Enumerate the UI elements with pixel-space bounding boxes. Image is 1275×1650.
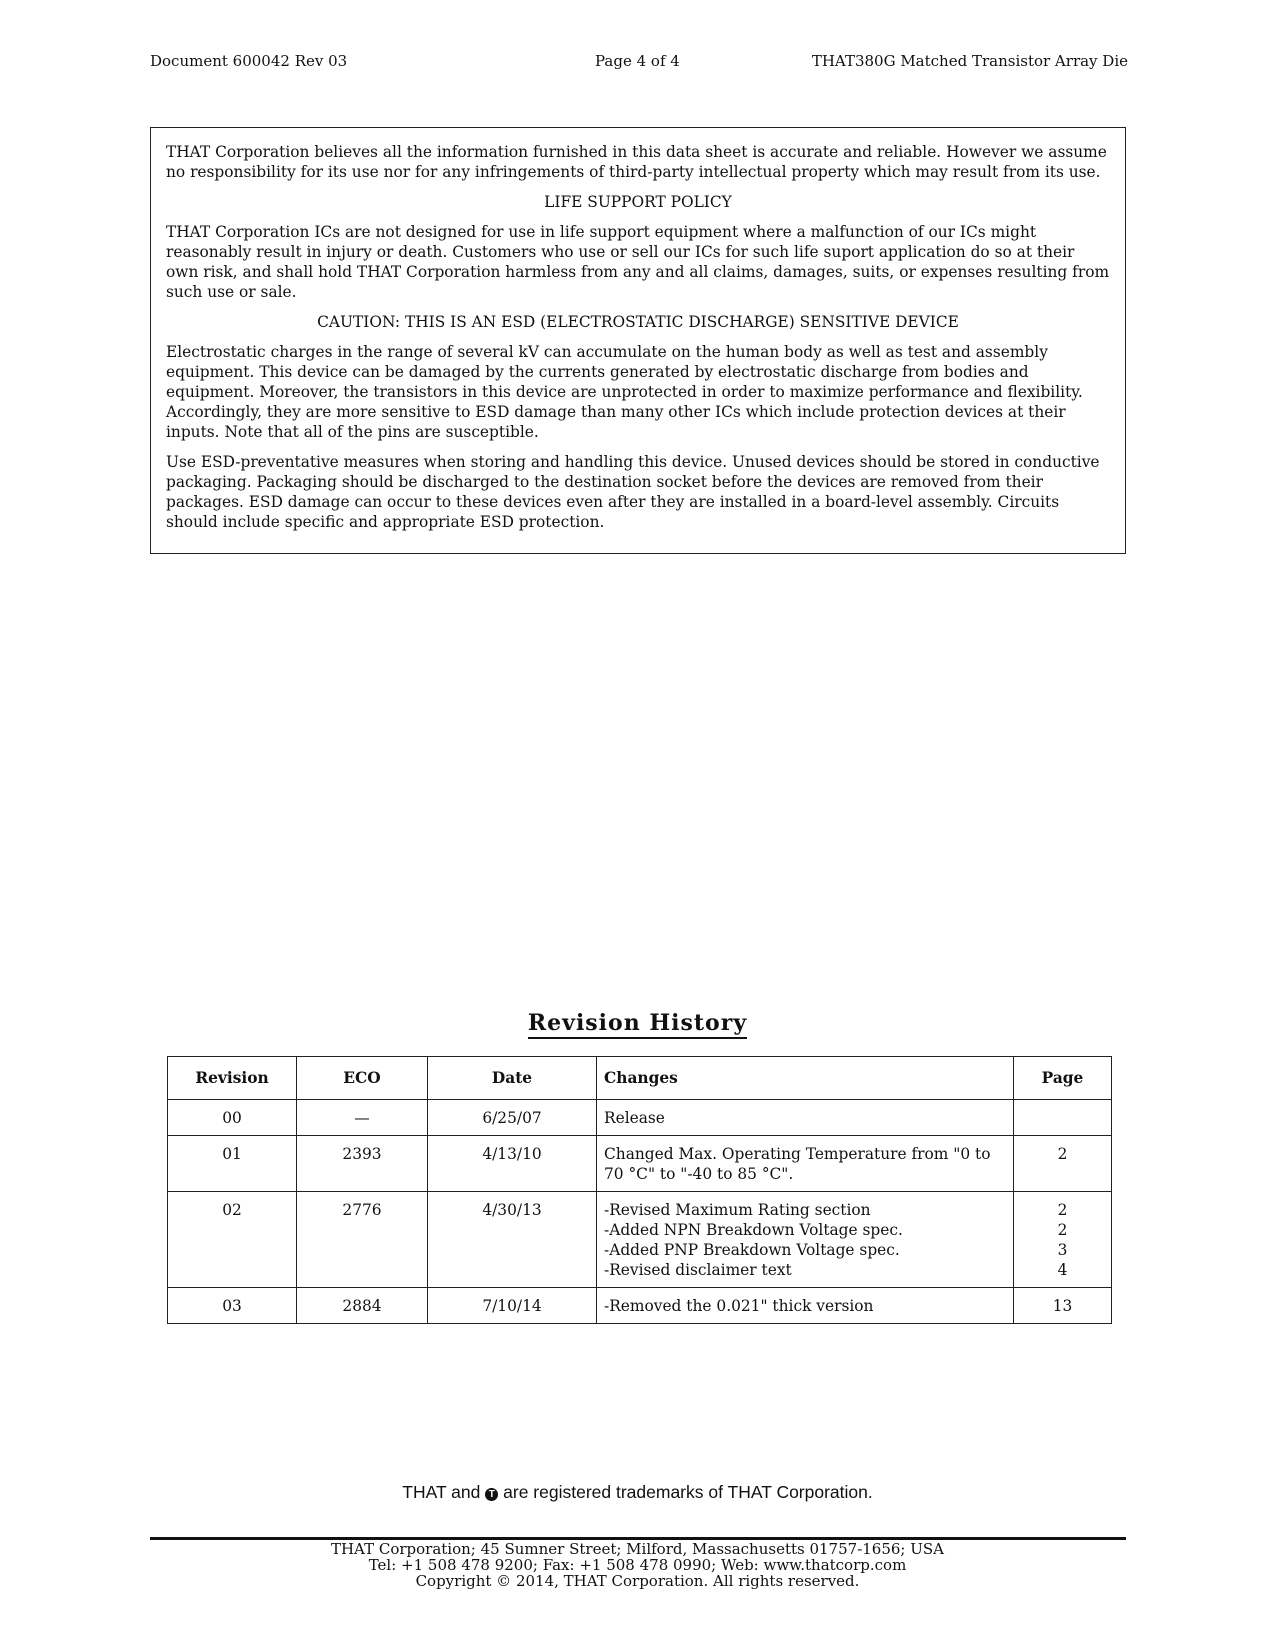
cell-eco: 2776 (297, 1192, 428, 1288)
change-line: -Revised Maximum Rating section (604, 1201, 871, 1219)
page-ref: 2 (1057, 1201, 1068, 1219)
table-row (168, 1288, 1112, 1324)
esd-text-1: Electrostatic charges in the range of several kV can accumulate on the human body as well as test and assembly equipment. This device can be damaged by the currents generated by electrostatic discharge from bodies and equipment. Moreover, the transistors in this device are unprotected in order to maximize performance and flexibility. Accordingly, they are more sensitive to ESD damage than many other ICs which include protection devices at their inputs. Note that all of the pins are susceptible. (166, 343, 1083, 441)
cell-date: 6/25/07 (428, 1100, 597, 1136)
product-title: THAT380G Matched Transistor Array Die (811, 52, 1128, 70)
caution-heading: CAUTION: THIS IS AN ESD (ELECTROSTATIC DISCHARGE) SENSITIVE DEVICE (317, 313, 959, 331)
that-logo-icon: T (485, 1488, 498, 1501)
cell-eco: 2393 (297, 1136, 428, 1192)
column-header-changes: Changes (597, 1057, 1014, 1100)
document-number: Document 600042 Rev 03 (150, 52, 348, 70)
cell-date: 4/13/10 (428, 1136, 597, 1192)
cell-page (1014, 1136, 1112, 1192)
table-row (168, 1136, 1112, 1192)
column-header-page: Page (1014, 1057, 1112, 1100)
cell-page (1014, 1100, 1112, 1136)
change-line: Release (604, 1109, 665, 1127)
column-header-eco: ECO (297, 1057, 428, 1100)
life-support-text: THAT Corporation ICs are not designed for use in life support equipment where a malfunction of our ICs might reasonably result in injury or death. Customers who use or sell our ICs for such life suport application do so at their own risk, and shall hold THAT Corporation harmless from any and all claims, damages, suits, or expenses resulting from such use or sale. (166, 223, 1110, 301)
esd-text-2: Use ESD-preventative measures when storing and handling this device. Unused devices should be stored in conductive packaging. Packaging should be discharged to the destination socket before the devices are removed from their packages. ESD damage can occur to these devices even after they are installed in a board-level assembly. Circuits should include specific and appropriate ESD protection. (166, 453, 1100, 531)
revision-history-table (167, 1056, 1112, 1324)
change-line: Changed Max. Operating Temperature from "0 to 70 °C" to "-40 to 85 °C". (604, 1145, 991, 1183)
cell-date: 4/30/13 (428, 1192, 597, 1288)
page-ref: 13 (1052, 1297, 1073, 1315)
page-ref: 2 (1057, 1145, 1068, 1163)
cell-changes (597, 1100, 1014, 1136)
page-ref: 2 (1057, 1221, 1068, 1239)
change-line: -Added PNP Breakdown Voltage spec. (604, 1241, 900, 1259)
trademark-before: THAT and (402, 1482, 481, 1502)
footer-copyright: Copyright © 2014, THAT Corporation. All rights reserved. (415, 1572, 860, 1590)
trademark-after: are registered trademarks of THAT Corporation. (503, 1482, 873, 1502)
revision-history-title: Revision History (528, 1010, 747, 1039)
table-header-row (168, 1057, 1112, 1100)
disclaimer-box (150, 127, 1126, 554)
change-line: -Revised disclaimer text (604, 1261, 792, 1279)
page-number: Page 4 of 4 (595, 52, 680, 70)
cell-eco: — (297, 1100, 428, 1136)
footer-contact: Tel: +1 508 478 9200; Fax: +1 508 478 0990; Web: www.thatcorp.com (368, 1556, 907, 1574)
life-support-heading: LIFE SUPPORT POLICY (544, 193, 732, 211)
cell-changes (597, 1136, 1014, 1192)
cell-eco: 2884 (297, 1288, 428, 1324)
cell-page (1014, 1288, 1112, 1324)
cell-date: 7/10/14 (428, 1288, 597, 1324)
cell-revision: 02 (168, 1192, 297, 1288)
table-row (168, 1100, 1112, 1136)
cell-changes (597, 1288, 1014, 1324)
change-line: -Added NPN Breakdown Voltage spec. (604, 1221, 903, 1239)
footer (0, 1541, 1275, 1589)
revision-history-title-wrap (0, 1010, 1275, 1036)
column-header-date: Date (428, 1057, 597, 1100)
page-ref: 3 (1057, 1241, 1068, 1259)
cell-changes (597, 1192, 1014, 1288)
trademark-notice (0, 1482, 1275, 1503)
table-row (168, 1192, 1112, 1288)
cell-revision: 03 (168, 1288, 297, 1324)
footer-address: THAT Corporation; 45 Sumner Street; Milford, Massachusetts 01757-1656; USA (330, 1540, 945, 1558)
cell-revision: 01 (168, 1136, 297, 1192)
cell-revision: 00 (168, 1100, 297, 1136)
page-ref: 4 (1057, 1261, 1068, 1279)
change-line: -Removed the 0.021" thick version (604, 1297, 874, 1315)
column-header-revision: Revision (168, 1057, 297, 1100)
cell-page (1014, 1192, 1112, 1288)
disclaimer-intro: THAT Corporation believes all the information furnished in this data sheet is accurate and reliable. However we assume no responsibility for its use nor for any infringements of third-party intellectual property which may result from its use. (166, 143, 1107, 181)
